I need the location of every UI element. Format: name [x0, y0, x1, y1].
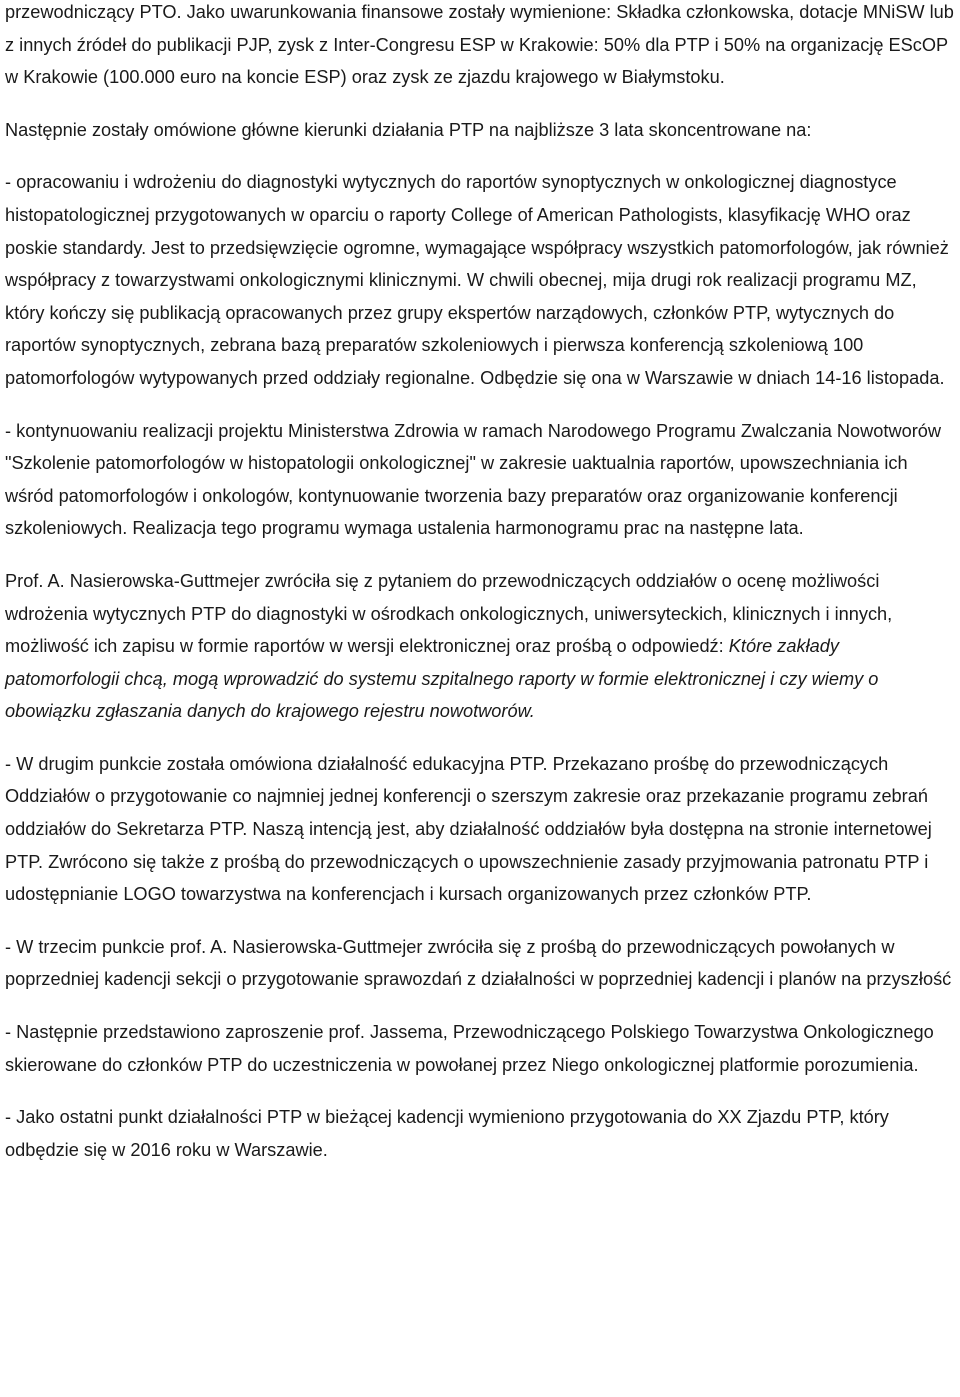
- paragraph-congress-text: - Jako ostatni punkt działalności PTP w bieżącej kadencji wymieniono przygotowania do XX Zjazdu PTP, który odbędzie się w 2016 roku w Warszawie.: [5, 1107, 889, 1160]
- paragraph-question-italic: Które zakłady patomorfologii chcą, mogą wprowadzić do systemu szpitalnego raporty w formie elektronicznej i czy wiemy o obowiązku zgłaszania danych do krajowego rejestru nowotworów.: [5, 636, 879, 722]
- paragraph-guidelines-text-b: Jest to przedsięwzięcie ogromne, wymagające współpracy wszystkich patomorfologów, jak również współpracy z towarzystwami onkologicznymi klinicznymi. W chwili obecnej, mija drugi rok realizacji programu MZ, który kończy się publikacją opracowanych przez grupy ekspertów narządowych, członków PTP, wytycznych do raportów synoptycznych, zebrana bazą preparatów szkoleniowych i pierwsza konferencją szkoleniową 100 patomorfologów wytypowanych przed oddziały regionalne. Odbędzie się ona w Warszawie w dniach 14-16 listopada.: [5, 237, 949, 388]
- paragraph-sections-text: - W trzecim punkcie prof. A. Nasierowska-Guttmejer zwróciła się z prośbą do przewodniczących powołanych w poprzedniej kadencji sekcji o przygotowanie sprawozdań z działalności w poprzedniej kadencji i planów na przyszłość: [5, 936, 952, 990]
- paragraph-ministry-project: [5, 415, 957, 545]
- paragraph-question: [5, 565, 957, 728]
- paragraph-directions-intro-text: Następnie zostały omówione główne kierunki działania PTP na najbliższe 3 lata skoncentrowane na:: [5, 119, 812, 140]
- paragraph-guidelines: [5, 166, 957, 394]
- paragraph-congress: [5, 1101, 957, 1166]
- paragraph-education: [5, 748, 957, 911]
- paragraph-ministry-project-text: - kontynuowaniu realizacji projektu Ministerstwa Zdrowia w ramach Narodowego Programu Zwalczania Nowotworów "Szkolenie patomorfologów w histopatologii onkologicznej" w zakresie uaktualnia raportów, upowszechniania ich wśród patomorfologów i onkologów, kontynuowanie tworzenia bazy preparatów oraz organizowanie konferencji szkoleniowych. Realizacja tego programu wymaga ustalenia harmonogramu prac na następne lata.: [5, 420, 942, 539]
- paragraph-question-text: Prof. A. Nasierowska-Guttmejer zwróciła się z pytaniem do przewodniczących oddziałów o ocenę możliwości wdrożenia wytycznych PTP do diagnostyki w ośrodkach onkologicznych, uniwersyteckich, klinicznych i innych, możliwość ich zapisu w formie raportów w wersji elektronicznej oraz prośbą o odpowiedź:: [5, 570, 893, 657]
- paragraph-invitation-text: - Następnie przedstawiono zaproszenie prof. Jassema, Przewodniczącego Polskiego Towarzystwa Onkologicznego skierowane do członków PTP do uczestniczenia w powołanej przez Niego onkologicznej platformie porozumienia.: [5, 1022, 934, 1075]
- paragraph-directions-intro: [5, 114, 957, 147]
- paragraph-sections: [5, 931, 957, 996]
- paragraph-education-text: - W drugim punkcie została omówiona działalność edukacyjna PTP. Przekazano prośbę do przewodniczących Oddziałów o przygotowanie co najmniej jednej konferencji o szerszym zakresie oraz przekazanie programu zebrań oddziałów do Sekretarza PTP. Naszą intencją jest, aby działalność oddziałów była dostępna na stronie internetowej PTP. Zwrócono się także z prośbą do przewodniczących o upowszechnienie zasady przyjmowania patronatu PTP i udostępnianie LOGO towarzystwa na konferencjach i kursach organizowanych przez członków PTP.: [5, 753, 932, 905]
- paragraph-invitation: [5, 1016, 957, 1081]
- paragraph-guidelines-text-a: - opracowaniu i wdrożeniu do diagnostyki wytycznych do raportów synoptycznych w onkologicznej diagnostyce histopatologicznej przygotowanych w oparciu o raporty College of American Pathologists, klasyfikację WHO oraz poskie standardy.: [5, 172, 911, 258]
- document-page: [5, 0, 957, 1186]
- paragraph-funding-text: przewodniczący PTO. Jako uwarunkowania finansowe zostały wymienione: Składka członkowska, dotacje MNiSW lub z innych źródeł do publikacji PJP, zysk z Inter-Congresu ESP w Krakowie: 50% dla PTP i 50% na organizację EScOP w Krakowie (100.000 euro na koncie ESP) oraz zysk ze zjazdu krajowego w Białymstoku.: [5, 2, 954, 88]
- paragraph-funding: [5, 0, 957, 94]
